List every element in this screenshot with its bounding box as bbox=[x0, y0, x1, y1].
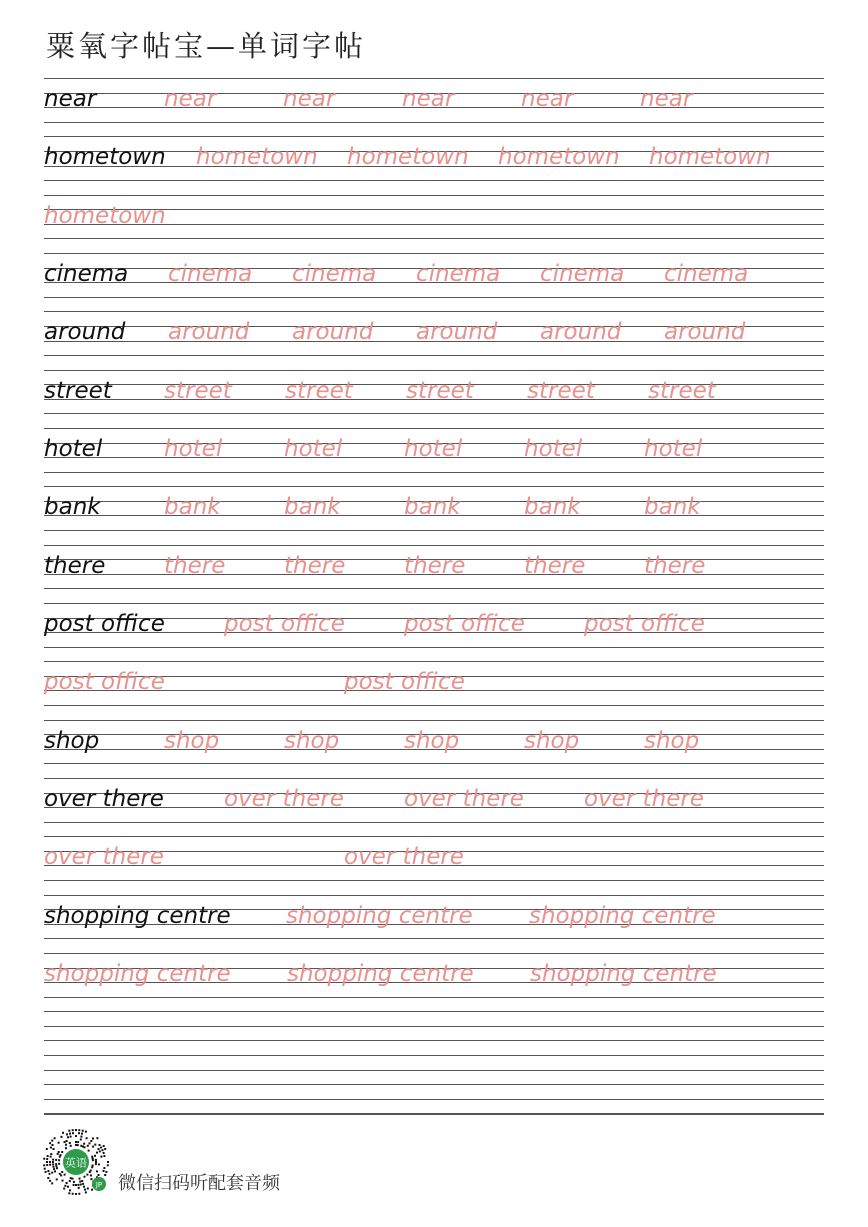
trace-word: bank bbox=[284, 494, 341, 521]
practice-row bbox=[44, 136, 824, 194]
ruled-line bbox=[44, 1070, 824, 1071]
trace-word: hotel bbox=[644, 435, 703, 462]
model-word: hotel bbox=[44, 435, 103, 462]
trace-word: shop bbox=[524, 727, 580, 754]
ruled-line bbox=[44, 238, 824, 239]
trace-word: there bbox=[644, 552, 706, 579]
ruled-line bbox=[44, 180, 824, 181]
ruled-line bbox=[44, 253, 824, 254]
trace-word: cinema bbox=[540, 260, 625, 287]
ruled-line bbox=[44, 472, 824, 473]
practice-row bbox=[44, 428, 824, 486]
trace-word: post office bbox=[44, 669, 165, 696]
ruled-line bbox=[44, 647, 824, 648]
trace-word: near bbox=[283, 86, 336, 112]
trace-word: shopping centre bbox=[529, 902, 716, 929]
trace-word: bank bbox=[404, 494, 461, 521]
trace-word: over there bbox=[224, 785, 344, 812]
qr-code[interactable] bbox=[42, 1128, 110, 1196]
ruled-line bbox=[44, 1084, 824, 1085]
model-word: over there bbox=[44, 785, 164, 812]
trace-word: around bbox=[664, 319, 746, 346]
trace-word: hometown bbox=[196, 144, 318, 171]
practice-row bbox=[44, 253, 824, 311]
trace-word: street bbox=[285, 377, 353, 404]
trace-word: post office bbox=[344, 669, 465, 696]
qr-corner-label: JP bbox=[95, 1181, 103, 1189]
ruled-line bbox=[44, 1011, 824, 1012]
trace-word: street bbox=[648, 377, 716, 404]
trace-word: hometown bbox=[347, 144, 469, 171]
practice-row bbox=[44, 545, 824, 603]
ruled-line bbox=[44, 763, 824, 764]
ruled-line bbox=[44, 297, 824, 298]
trace-word: shop bbox=[284, 727, 340, 754]
trace-word: around bbox=[292, 319, 374, 346]
trace-word: street bbox=[164, 377, 232, 404]
trace-word: over there bbox=[44, 844, 164, 871]
trace-word: there bbox=[524, 552, 586, 579]
trace-word: street bbox=[527, 377, 595, 404]
practice-row bbox=[44, 603, 824, 661]
model-word: bank bbox=[44, 494, 101, 521]
trace-word: post office bbox=[584, 610, 705, 637]
model-word: cinema bbox=[44, 260, 129, 287]
practice-row bbox=[44, 311, 824, 369]
ruled-line bbox=[44, 1040, 824, 1041]
trace-word: hotel bbox=[524, 435, 583, 462]
trace-word: shop bbox=[644, 727, 700, 754]
model-word: hometown bbox=[44, 144, 166, 171]
practice-row bbox=[44, 195, 824, 253]
scan-instruction: 微信扫码听配套音频 bbox=[118, 1173, 280, 1194]
trace-word: post office bbox=[224, 610, 345, 637]
practice-row bbox=[44, 953, 824, 1011]
ruled-line bbox=[44, 78, 824, 79]
trace-word: cinema bbox=[292, 260, 377, 287]
ruled-line bbox=[44, 136, 824, 137]
trace-word: shopping centre bbox=[44, 960, 231, 987]
trace-word: around bbox=[168, 319, 250, 346]
model-word: near bbox=[44, 86, 97, 112]
practice-row bbox=[44, 370, 824, 428]
practice-row bbox=[44, 895, 824, 953]
ruled-line bbox=[44, 822, 824, 823]
ruled-line bbox=[44, 530, 824, 531]
ruled-line bbox=[44, 603, 824, 604]
ruled-line bbox=[44, 661, 824, 662]
model-word: post office bbox=[44, 610, 165, 637]
trace-word: shopping centre bbox=[287, 960, 474, 987]
model-word: street bbox=[44, 377, 112, 404]
practice-row bbox=[44, 1011, 824, 1069]
trace-word: over there bbox=[344, 844, 464, 871]
trace-word: bank bbox=[164, 494, 221, 521]
trace-word: post office bbox=[404, 610, 525, 637]
trace-word: there bbox=[164, 552, 226, 579]
ruled-line bbox=[44, 486, 824, 487]
ruled-line bbox=[44, 413, 824, 414]
ruled-line bbox=[44, 880, 824, 881]
practice-row bbox=[44, 486, 824, 544]
trace-word: bank bbox=[524, 494, 581, 521]
trace-word: cinema bbox=[168, 260, 253, 287]
practice-row bbox=[44, 78, 824, 136]
ruled-line bbox=[44, 720, 824, 721]
practice-row bbox=[44, 836, 824, 894]
ruled-line bbox=[44, 1026, 824, 1027]
ruled-line bbox=[44, 938, 824, 939]
trace-word: near bbox=[521, 86, 574, 112]
ruled-line bbox=[44, 1099, 824, 1100]
ruled-line bbox=[44, 195, 824, 196]
trace-word: hometown bbox=[498, 144, 620, 171]
ruled-line bbox=[44, 428, 824, 429]
practice-row bbox=[44, 1070, 824, 1128]
ruled-line bbox=[44, 895, 824, 896]
trace-word: shop bbox=[404, 727, 460, 754]
ruled-line bbox=[44, 778, 824, 779]
page-title: 粟氧字帖宝—单词字帖 bbox=[46, 29, 367, 63]
ruled-line bbox=[44, 705, 824, 706]
ruled-line bbox=[44, 997, 824, 998]
trace-word: hotel bbox=[164, 435, 223, 462]
ruled-line bbox=[44, 836, 824, 837]
ruled-line bbox=[44, 122, 824, 123]
trace-word: near bbox=[402, 86, 455, 112]
trace-word: street bbox=[406, 377, 474, 404]
trace-word: near bbox=[640, 86, 693, 112]
trace-word: hometown bbox=[44, 202, 166, 229]
practice-row bbox=[44, 661, 824, 719]
trace-word: hometown bbox=[649, 144, 771, 171]
trace-word: cinema bbox=[664, 260, 749, 287]
trace-word: near bbox=[164, 86, 217, 112]
trace-word: cinema bbox=[416, 260, 501, 287]
trace-word: shop bbox=[164, 727, 220, 754]
trace-word: hotel bbox=[404, 435, 463, 462]
ruled-line bbox=[44, 1055, 824, 1056]
ruled-line bbox=[44, 588, 824, 589]
ruled-line bbox=[44, 1114, 824, 1115]
practice-row bbox=[44, 778, 824, 836]
trace-word: shopping centre bbox=[286, 902, 473, 929]
ruled-line bbox=[44, 953, 824, 954]
trace-word: there bbox=[404, 552, 466, 579]
trace-word: hotel bbox=[284, 435, 343, 462]
ruled-line bbox=[44, 545, 824, 546]
trace-word: around bbox=[416, 319, 498, 346]
model-word: shop bbox=[44, 727, 100, 754]
trace-word: over there bbox=[404, 785, 524, 812]
trace-word: shopping centre bbox=[530, 960, 717, 987]
trace-word: around bbox=[540, 319, 622, 346]
ruled-line bbox=[44, 355, 824, 356]
ruled-line bbox=[44, 370, 824, 371]
trace-word: over there bbox=[584, 785, 704, 812]
ruled-line bbox=[44, 311, 824, 312]
model-word: there bbox=[44, 552, 106, 579]
practice-row bbox=[44, 720, 824, 778]
practice-sheet bbox=[44, 78, 824, 1128]
qr-badge-label: 英语 bbox=[65, 1156, 87, 1170]
trace-word: there bbox=[284, 552, 346, 579]
model-word: around bbox=[44, 319, 126, 346]
trace-word: bank bbox=[644, 494, 701, 521]
model-word: shopping centre bbox=[44, 902, 231, 929]
